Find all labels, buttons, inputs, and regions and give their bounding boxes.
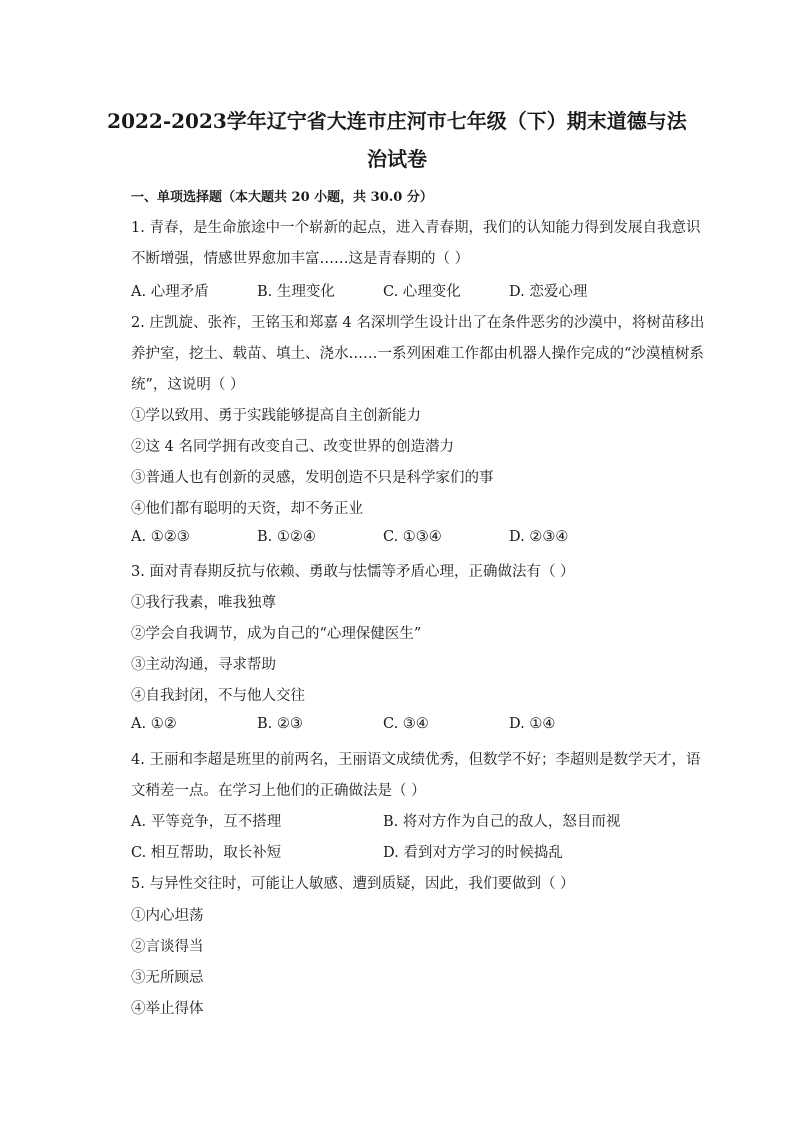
q2-option-d: D. ②③④: [509, 529, 569, 545]
title-line-1: 2022-2023学年辽宁省大连市庄河市七年级（下）期末道德与法: [107, 109, 687, 133]
q2-stem-line: 养护室，挖土、载苗、填土、浇水……一系列困难工作都由机器人操作完成的“沙漠植树系: [131, 346, 704, 362]
q2-option-c: C. ①③④: [383, 529, 442, 545]
q3-item: ②学会自我调节，成为自己的“心理保健医生”: [131, 626, 422, 642]
q5-item: ④举止得体: [131, 1001, 204, 1017]
q3-option-b: B. ②③: [257, 716, 303, 732]
q3-item: ①我行我素，唯我独尊: [131, 595, 276, 611]
q1-stem-line: 1. 青春，是生命旅途中一个崭新的起点，进入青春期，我们的认知能力得到发展自我意识: [131, 220, 701, 236]
q1-option-c: C. 心理变化: [383, 284, 461, 300]
q4-stem-line: 文稍差一点。在学习上他们的正确做法是（ ）: [131, 783, 426, 799]
q4-option-a: A. 平等竞争，互不搭理: [131, 814, 282, 830]
q3-option-d: D. ①④: [509, 716, 556, 732]
exam-title: [90, 102, 704, 178]
q2-item: ①学以致用、勇于实践能够提高自主创新能力: [131, 408, 421, 424]
q5-item: ①内心坦荡: [131, 908, 204, 924]
q1-option-d: D. 恋爱心理: [509, 284, 588, 300]
q1-option-a: A. 心理矛盾: [131, 284, 209, 300]
q2-item: ②这 4 名同学拥有改变自己、改变世界的创造潜力: [131, 439, 454, 455]
q1-stem-line: 不断增强，情感世界愈加丰富……这是青春期的（ ）: [131, 251, 470, 267]
q4-stem-line: 4. 王丽和李超是班里的前两名，王丽语文成绩优秀，但数学不好；李超则是数学天才，语: [131, 752, 701, 768]
q4-option-d: D. 看到对方学习的时候捣乱: [383, 845, 563, 861]
title-line-2: 治试卷: [367, 147, 427, 171]
q3-option-c: C. ③④: [383, 716, 429, 732]
q3-item: ④自我封闭，不与他人交往: [131, 688, 305, 704]
q5-stem-line: 5. 与异性交往时，可能让人敏感、遭到质疑，因此，我们要做到（ ）: [131, 876, 575, 892]
q2-option-a: A. ①②③: [131, 529, 190, 545]
q4-option-c: C. 相互帮助，取长补短: [131, 845, 282, 861]
q4-option-b: B. 将对方作为自己的敌人，怒目而视: [383, 814, 621, 830]
q5-item: ③无所顾忌: [131, 970, 204, 986]
q3-item: ③主动沟通，寻求帮助: [131, 657, 276, 673]
q2-item: ③普通人也有创新的灵感，发明创造不只是科学家们的事: [131, 470, 494, 486]
q1-option-b: B. 生理变化: [257, 284, 335, 300]
q2-item: ④他们都有聪明的天资，却不务正业: [131, 501, 363, 517]
q2-stem-line: 统”，这说明（ ）: [131, 377, 245, 393]
q5-item: ②言谈得当: [131, 939, 204, 955]
q3-stem-line: 3. 面对青春期反抗与依赖、勇敢与怯懦等矛盾心理，正确做法有（ ）: [131, 564, 575, 580]
q3-option-a: A. ①②: [131, 716, 177, 732]
section-heading: 一、单项选择题（本大题共 20 小题，共 30.0 分）: [131, 190, 433, 205]
q2-option-b: B. ①②④: [257, 529, 316, 545]
q2-stem-line: 2. 庄凯旋、张祚，王铭玉和郑嘉 4 名深圳学生设计出了在条件恶劣的沙漠中，将树苗移出: [131, 315, 705, 331]
